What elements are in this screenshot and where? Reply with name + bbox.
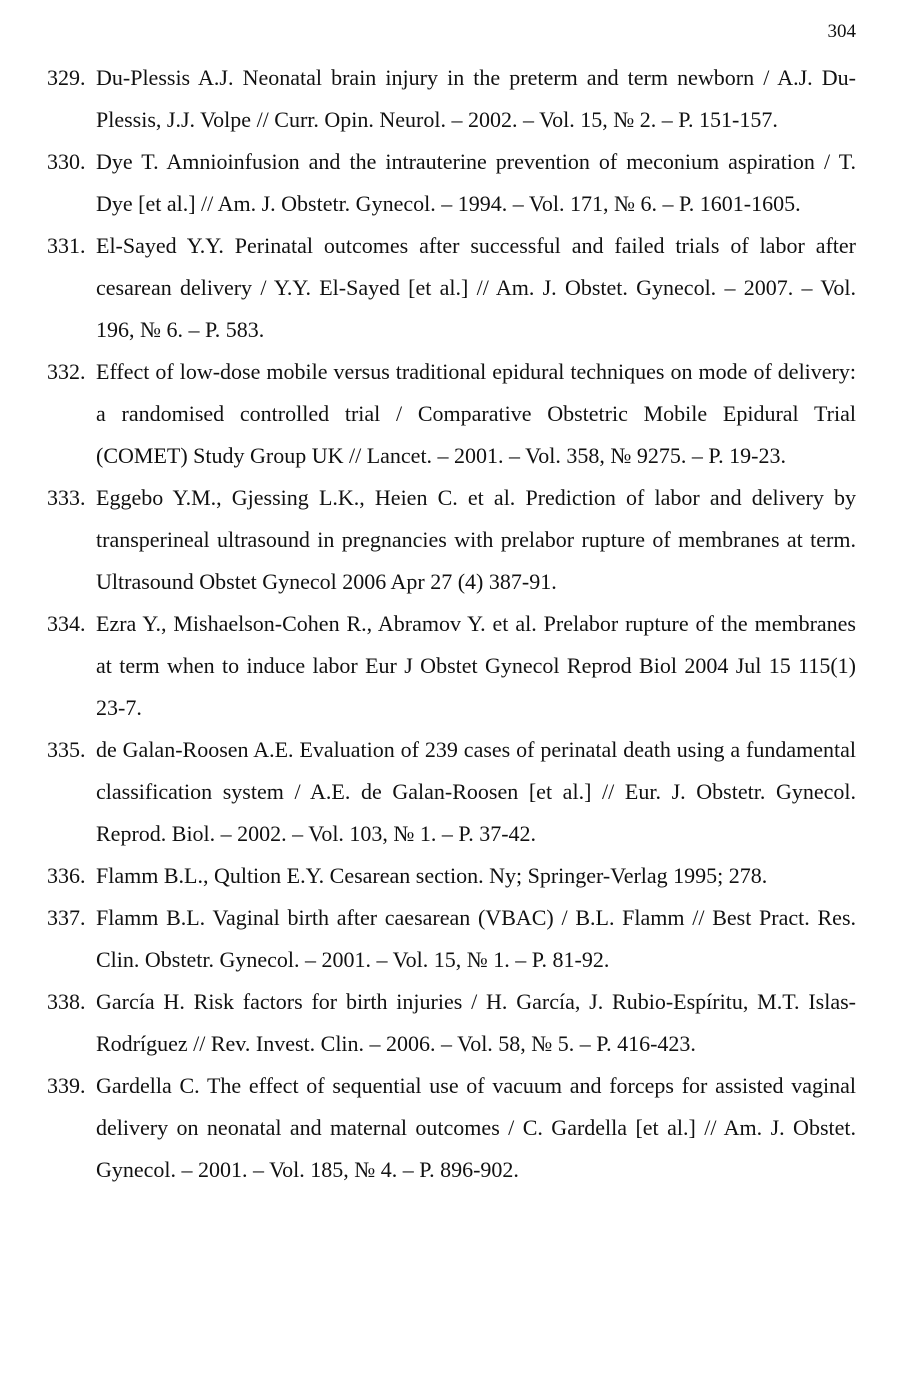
reference-text: Flamm B.L. Vaginal birth after caesarean (VBAC) / B.L. Flamm // Best Pract. Res. Clin. Obstetr. Gynecol. – 2001. – Vol. 15, № 1. – P. 81-92. xyxy=(96,905,856,972)
reference-number: 338. xyxy=(47,989,86,1014)
reference-text: Dye T. Amnioinfusion and the intrauterine prevention of meconium aspiration / T. Dye [et al.] // Am. J. Obstetr. Gynecol. – 1994. – Vol. 171, № 6. – P. 1601-1605. xyxy=(96,149,856,216)
reference-item xyxy=(0,225,904,351)
reference-item xyxy=(0,729,904,855)
reference-text: de Galan-Roosen A.E. Evaluation of 239 cases of perinatal death using a fundamental classification system / A.E. de Galan-Roosen [et al.] // Eur. J. Obstetr. Gynecol. Reprod. Biol. – 2002. – Vol. 103, № 1. – P. 37-42. xyxy=(96,737,856,846)
reference-number: 334. xyxy=(47,611,86,636)
reference-number: 335. xyxy=(47,737,86,762)
reference-text: García H. Risk factors for birth injuries / H. García, J. Rubio-Espíritu, M.T. Islas-Rodríguez // Rev. Invest. Clin. – 2006. – Vol. 58, № 5. – P. 416-423. xyxy=(96,989,856,1056)
reference-number: 331. xyxy=(47,233,86,258)
reference-list xyxy=(0,57,904,1191)
reference-item xyxy=(0,897,904,981)
reference-number: 336. xyxy=(47,863,86,888)
page-number: 304 xyxy=(827,21,856,42)
reference-number: 332. xyxy=(47,359,86,384)
reference-text: Gardella C. The effect of sequential use of vacuum and forceps for assisted vaginal delivery on neonatal and maternal outcomes / C. Gardella [et al.] // Am. J. Obstet. Gynecol. – 2001. – Vol. 185, № 4. – P. 896-902. xyxy=(96,1073,856,1182)
reference-text: Eggebo Y.M., Gjessing L.K., Heien C. et al. Prediction of labor and delivery by transperineal ultrasound in pregnancies with prelabor rupture of membranes at term. Ultrasound Obstet Gynecol 2006 Apr 27 (4) 387-91. xyxy=(96,485,856,594)
reference-number: 330. xyxy=(47,149,86,174)
reference-item xyxy=(0,351,904,477)
reference-text: Du-Plessis A.J. Neonatal brain injury in the preterm and term newborn / A.J. Du-Plessis, J.J. Volpe // Curr. Opin. Neurol. – 2002. – Vol. 15, № 2. – P. 151-157. xyxy=(96,65,856,132)
reference-item xyxy=(0,981,904,1065)
reference-item xyxy=(0,603,904,729)
reference-text: Flamm B.L., Qultion E.Y. Cesarean section. Ny; Springer-Verlag 1995; 278. xyxy=(96,863,768,888)
reference-item xyxy=(0,1065,904,1191)
reference-item xyxy=(0,141,904,225)
reference-text: El-Sayed Y.Y. Perinatal outcomes after successful and failed trials of labor after cesarean delivery / Y.Y. El-Sayed [et al.] // Am. J. Obstet. Gynecol. – 2007. – Vol. 196, № 6. – P. 583. xyxy=(96,233,856,342)
reference-item xyxy=(0,855,904,897)
reference-number: 329. xyxy=(47,65,86,90)
reference-item xyxy=(0,57,904,141)
reference-number: 337. xyxy=(47,905,86,930)
reference-item xyxy=(0,477,904,603)
reference-number: 333. xyxy=(47,485,86,510)
reference-text: Effect of low-dose mobile versus traditional epidural techniques on mode of delivery: a randomised controlled trial / Comparative Obstetric Mobile Epidural Trial (COMET) Study Group UK // Lancet. – 2001. – Vol. 358, № 9275. – P. 19-23. xyxy=(96,359,856,468)
reference-text: Ezra Y., Mishaelson-Cohen R., Abramov Y. et al. Prelabor rupture of the membranes at term when to induce labor Eur J Obstet Gynecol Reprod Biol 2004 Jul 15 115(1) 23-7. xyxy=(96,611,856,720)
reference-number: 339. xyxy=(47,1073,86,1098)
